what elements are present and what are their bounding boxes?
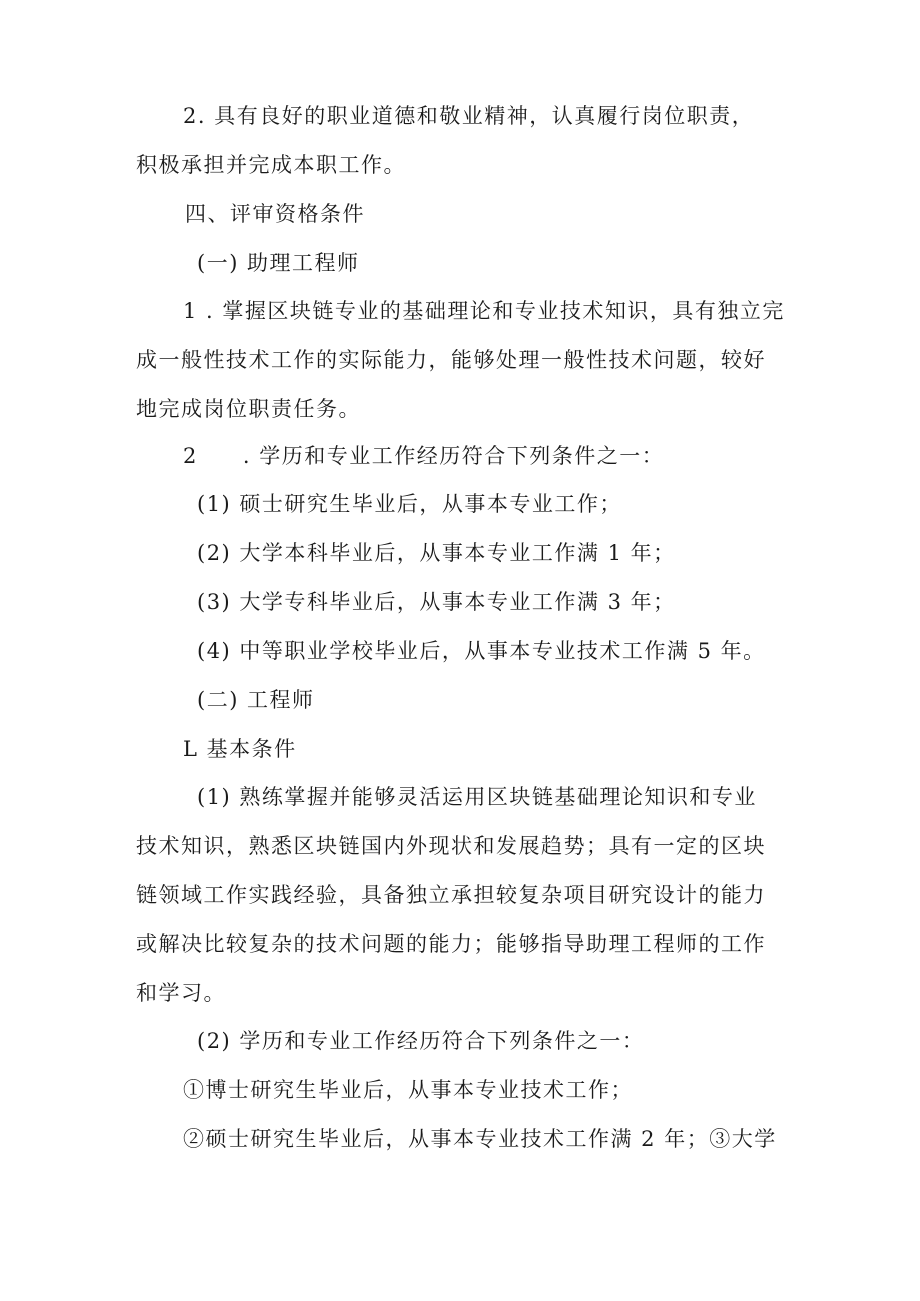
paragraph-line: 2. 具有良好的职业道德和敬业精神，认真履行岗位职责，	[183, 104, 755, 128]
paragraph-line: 地完成岗位职责任务。	[136, 397, 361, 421]
paragraph-line: (2) 学历和专业工作经历符合下列条件之一：	[197, 1029, 645, 1053]
paragraph-line: (1) 熟练掌握并能够灵活运用区块链基础理论知识和专业	[197, 785, 757, 809]
list-item: (2) 大学本科毕业后，从事本专业工作满 1 年；	[197, 541, 676, 565]
list-item: ②硕士研究生毕业后，从事本专业技术工作满 2 年；③大学	[183, 1127, 777, 1151]
paragraph-line: 或解决比较复杂的技术问题的能力；能够指导助理工程师的工作	[136, 932, 766, 956]
list-item: (4) 中等职业学校毕业后，从事本专业技术工作满 5 年。	[197, 639, 766, 663]
paragraph-heading: L 基本条件	[183, 737, 297, 761]
paragraph-line: 和学习。	[136, 981, 226, 1005]
list-item: (3) 大学专科毕业后，从事本专业工作满 3 年；	[197, 590, 676, 614]
paragraph-line: 积极承担并完成本职工作。	[136, 153, 406, 177]
paragraph-line: 成一般性技术工作的实际能力，能够处理一般性技术问题，较好	[136, 348, 766, 372]
list-item: ①博士研究生毕业后，从事本专业技术工作；	[183, 1078, 633, 1102]
paragraph-line: 1 . 掌握区块链专业的基础理论和专业技术知识，具有独立完	[183, 299, 785, 323]
list-item: (1) 硕士研究生毕业后，从事本专业工作；	[197, 492, 622, 516]
paragraph-line: 链领域工作实践经验，具备独立承担较复杂项目研究设计的能力	[136, 883, 766, 907]
subsection-heading: (二) 工程师	[197, 688, 315, 712]
subsection-heading: (一) 助理工程师	[197, 251, 360, 275]
paragraph-line: 技术知识，熟悉区块链国内外现状和发展趋势；具有一定的区块	[136, 834, 766, 858]
section-heading: 四、评审资格条件	[185, 202, 365, 226]
paragraph-line: 2 . 学历和专业工作经历符合下列条件之一：	[183, 444, 665, 468]
